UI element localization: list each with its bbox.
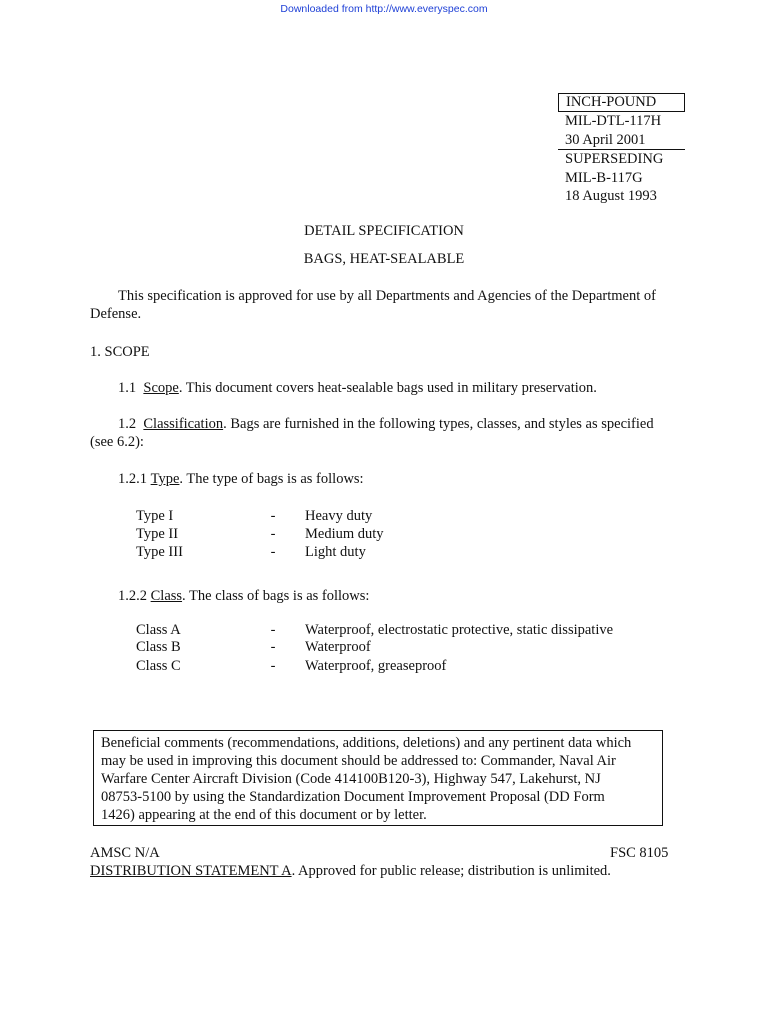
section-1-2-continuation: (see 6.2): <box>90 434 144 450</box>
section-1-2 <box>118 416 654 433</box>
section-term: Scope <box>143 380 179 396</box>
type-dash: - <box>270 508 276 524</box>
type-description: Heavy duty <box>305 508 373 524</box>
type-dash: - <box>270 526 276 542</box>
approval-line-1: This specification is approved for use by all Departments and Agencies of the Department of <box>118 288 656 304</box>
document-date: 30 April 2001 <box>565 131 646 148</box>
comment-line: may be used in improving this document should be addressed to: Commander, Naval Air <box>101 753 616 769</box>
download-notice-link[interactable]: Downloaded from http://www.everyspec.com <box>280 3 488 15</box>
section-1-2-2 <box>118 588 369 605</box>
class-description: Waterproof, greaseproof <box>305 658 447 674</box>
class-dash: - <box>270 639 276 655</box>
scope-heading: 1. SCOPE <box>90 344 150 360</box>
comment-line: 1426) appearing at the end of this document or by letter. <box>101 807 427 823</box>
class-dash: - <box>270 622 276 638</box>
type-name: Type III <box>136 544 183 560</box>
class-name: Class B <box>136 639 181 655</box>
type-description: Medium duty <box>305 526 384 542</box>
superseded-number: MIL-B-117G <box>565 169 643 186</box>
document-number: MIL-DTL-117H <box>565 113 662 129</box>
comment-line: Warfare Center Aircraft Division (Code 414100B120-3), Highway 547, Lakehurst, NJ <box>101 771 601 787</box>
section-number: 1.2.1 <box>118 471 147 487</box>
comment-line: 08753-5100 by using the Standardization Document Improvement Proposal (DD Form <box>101 789 605 805</box>
fsc-label: FSC 8105 <box>610 845 669 861</box>
section-number: 1.1 <box>118 380 137 396</box>
class-dash: - <box>270 658 276 674</box>
section-number: 1.2.2 <box>118 588 147 604</box>
class-description: Waterproof <box>305 639 371 655</box>
page-title: DETAIL SPECIFICATION <box>304 223 464 239</box>
type-dash: - <box>270 544 276 560</box>
amsc-label: AMSC N/A <box>90 845 160 861</box>
distribution-statement <box>90 863 611 880</box>
section-1-1 <box>118 380 597 397</box>
section-term: Type <box>150 471 180 487</box>
section-term: Class <box>150 588 183 604</box>
superseded-date: 18 August 1993 <box>565 188 657 204</box>
section-text: . The class of bags is as follows: <box>182 588 370 604</box>
section-1-2-1 <box>118 471 364 488</box>
superseding-label: SUPERSEDING <box>558 149 685 169</box>
class-name: Class A <box>136 622 181 638</box>
comment-line: Beneficial comments (recommendations, additions, deletions) and any pertinent data which <box>101 735 632 751</box>
beneficial-comments-box <box>93 730 663 826</box>
section-number: 1.2 <box>118 416 137 432</box>
section-text: . Bags are furnished in the following types, classes, and styles as specified <box>223 416 654 432</box>
section-term: Classification <box>143 416 224 432</box>
class-name: Class C <box>136 658 181 674</box>
page-subtitle: BAGS, HEAT-SEALABLE <box>303 251 465 267</box>
section-text: . The type of bags is as follows: <box>179 471 364 487</box>
inch-pound-label: INCH-POUND <box>558 93 685 112</box>
type-name: Type II <box>136 526 179 542</box>
document-id-block <box>558 93 685 206</box>
type-description: Light duty <box>305 544 366 560</box>
distribution-text: . Approved for public release; distribution is unlimited. <box>291 863 611 879</box>
distribution-label: DISTRIBUTION STATEMENT A <box>90 863 292 879</box>
section-text: . This document covers heat-sealable bags used in military preservation. <box>178 380 597 396</box>
approval-line-2: Defense. <box>90 306 142 322</box>
class-description: Waterproof, electrostatic protective, static dissipative <box>305 622 614 638</box>
type-name: Type I <box>136 508 174 524</box>
